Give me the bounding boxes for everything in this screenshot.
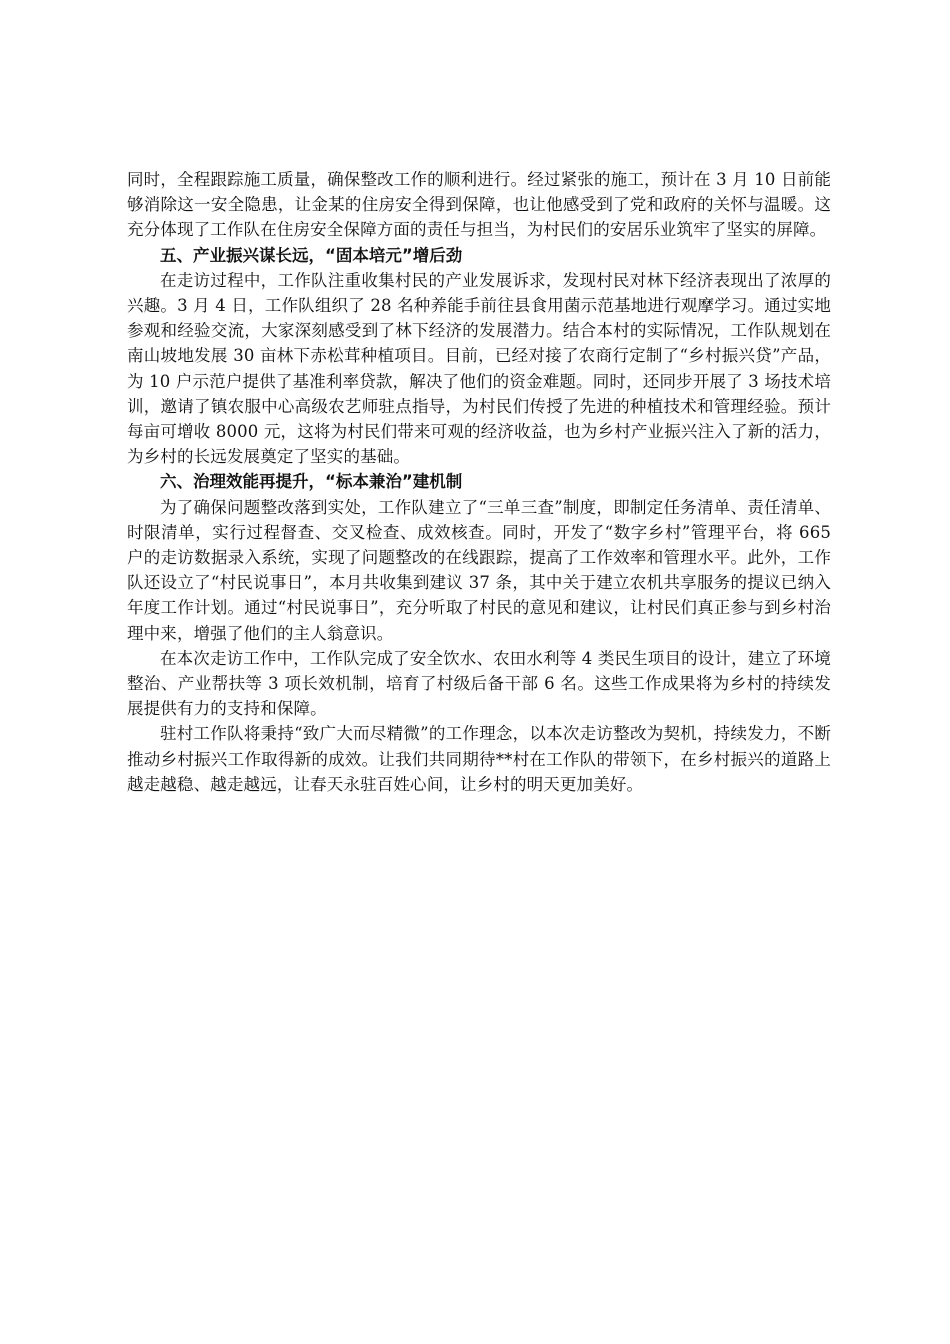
paragraph-conclusion: 驻村工作队将秉持“致广大而尽精微”的工作理念，以本次走访整改为契机，持续发力，不断推动乡村振兴工作取得新的成效。让我们共同期待**村在工作队的带领下，在乡村振兴的道路上越走越稳、越走越远，让春天永驻百姓心间，让乡村的明天更加美好。 xyxy=(127,724,831,794)
section-heading-industry: 五、产业振兴谋长远，“固本培元”增后劲 xyxy=(160,245,463,265)
paragraph-housing-safety: 同时，全程跟踪施工质量，确保整改工作的顺利进行。经过紧张的施工，预计在 3 月 10 日前能够消除这一安全隐患，让金某的住房安全得到保障，也让他感受到了党和政府的关怀与温暖。这充分体现了工作队在住房安全保障方面的责任与担当，为村民们的安居乐业筑牢了坚实的屏障。 xyxy=(127,170,831,240)
document-body xyxy=(127,167,831,797)
section-heading-governance: 六、治理效能再提升，“标本兼治”建机制 xyxy=(160,472,463,492)
paragraph-results: 在本次走访工作中，工作队完成了安全饮水、农田水利等 4 类民生项目的设计，建立了环境整治、产业帮扶等 3 项长效机制，培育了村级后备干部 6 名。这些工作成果将为乡村的持续发展提供有力的支持和保障。 xyxy=(127,648,831,719)
paragraph-industry: 在走访过程中，工作队注重收集村民的产业发展诉求，发现村民对林下经济表现出了浓厚的兴趣。3 月 4 日，工作队组织了 28 名种养能手前往县食用菌示范基地进行观摩学习。通过实地参观和经验交流，大家深刻感受到了林下经济的发展潜力。结合本村的实际情况，工作队规划在南山坡地发展 30 亩林下赤松茸种植项目。目前，已经对接了农商行定制了“乡村振兴贷”产品，为 10 户示范户提供了基准利率贷款，解决了他们的资金难题。同时，还同步开展了 3 场技术培训，邀请了镇农服中心高级农艺师驻点指导，为村民们传授了先进的种植技术和管理经验。预计每亩可增收 8000 元，这将为村民们带来可观的经济收益，也为乡村产业振兴注入了新的活力，为乡村的长远发展奠定了坚实的基础。 xyxy=(127,270,831,467)
paragraph-governance: 为了确保问题整改落到实处，工作队建立了“三单三查”制度，即制定任务清单、责任清单、时限清单，实行过程督查、交叉检查、成效核查。同时，开发了“数字乡村”管理平台，将 665 户的走访数据录入系统，实现了问题整改的在线跟踪，提高了工作效率和管理水平。此外，工作队还设立了“村民说事日”，本月共收集到建议 37 条，其中关于建立农机共享服务的提议已纳入年度工作计划。通过“村民说事日”，充分听取了村民的意见和建议，让村民们真正参与到乡村治理中来，增强了他们的主人翁意识。 xyxy=(127,497,831,643)
